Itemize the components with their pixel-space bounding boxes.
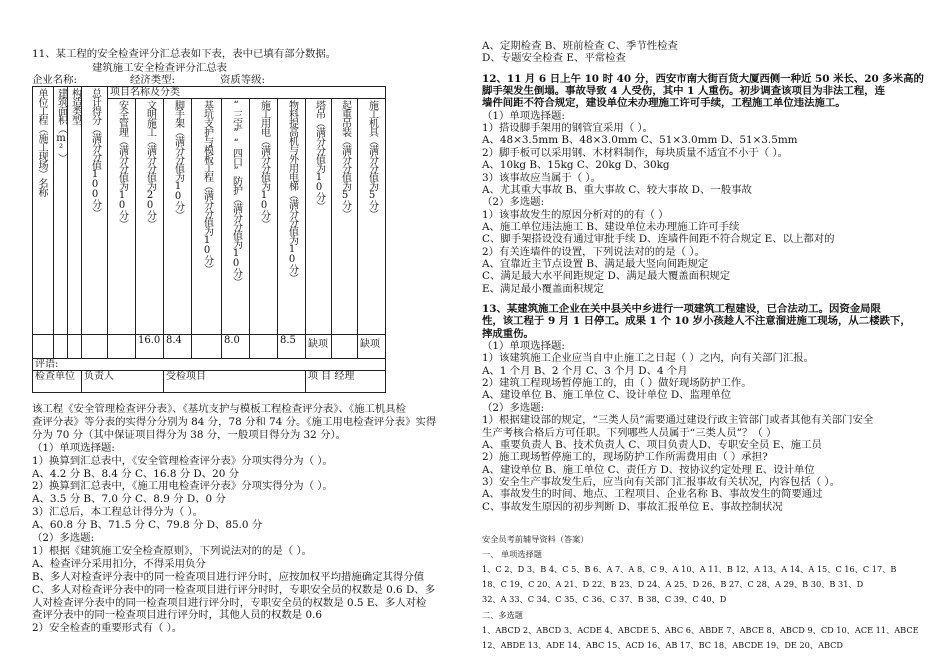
text-line: 2）施工现场暂停施工的，现场防护工作所需费用由（ ）承担? xyxy=(482,451,768,464)
question-heading-line: 墙件间距不符合规定，建设单位未办理施工许可手续，工程施工单位违法施工。 xyxy=(482,97,846,110)
text-line: C、满足最大水平间距规定 D、满足最大覆盖面积规定 xyxy=(482,270,731,283)
value-cell xyxy=(54,335,68,359)
answers-line: 1、ABCD 2、ABCD 3、ACDE 4、ABCDE 5、ABC 6、ABDE 7、ABCE 8、ABCD 9、CD 10、ACE 11、ABCE xyxy=(482,625,919,635)
text-line: 1）搭设脚手架用的钢管宜采用（ ）。 xyxy=(482,122,653,135)
footer-inspected-project: 受检项目 xyxy=(164,371,306,393)
text-line: A、事故发生的时间、地点、工程项目、企业名称 B、事故发生的简要通过 xyxy=(482,488,823,501)
header-cell: “三宝”“四口”防护（满分分值为10分） xyxy=(222,99,250,335)
value-cell xyxy=(250,335,278,359)
text-line: A、宜靠近主节点设置 B、满足最大竖向间距规定 xyxy=(482,257,709,270)
text-line: A、尤其重大事故 B、重大事故 C、较大事故 D、一般事故 xyxy=(482,183,752,196)
text-line: 人对检查评分表中的同一检查项目进行评分时，专职安全员的权数是 0.5 E、多人对检 xyxy=(32,596,427,609)
text-line: 3）该事故应当属于（ ）。 xyxy=(482,171,602,184)
economic-type-label: 经济类型: xyxy=(130,74,176,86)
comment-cell: 评语: xyxy=(33,359,386,371)
text-line: A、检查评分采用扣分，不得采用负分 xyxy=(32,557,206,570)
value-cell xyxy=(108,335,136,359)
header-cell: 文明施工（满分分值为20分） xyxy=(136,99,164,335)
answers-line: 1、C 2、D 3、B 4、C 5、B 6、A 7、A 8、C 9、A 10、A 11、B 12、A 13、A 14、A 15、C 16、C 17、B xyxy=(482,564,897,574)
value-cell: 16.0 xyxy=(136,335,164,359)
value-cell: 8.4 xyxy=(164,335,192,359)
header-cell: 安全管理（满分分值为10分） xyxy=(108,99,136,335)
text-line: A、重要负责人 B、技术负责人 C、项目负责人D、专职安全员 E、施工员 xyxy=(482,438,822,451)
header-cell: 基坑支护与模板工程（满分分值为10分） xyxy=(192,99,222,335)
text-line: A、建设单位 B、施工单位 C、责任方 D、按协议约定处理 E、设计单位 xyxy=(482,463,815,476)
header-cell: 起重吊装（满分分值为5分） xyxy=(332,99,358,335)
text-line: 2）安全检查的重要形式有（ ）。 xyxy=(32,622,183,635)
value-cell: 8.0 xyxy=(222,335,250,359)
value-cell xyxy=(82,335,108,359)
text-line: （2）多选题: xyxy=(32,532,95,544)
enterprise-name-label: 企业名称: xyxy=(32,74,78,86)
group-header: 项目名称及分类 xyxy=(108,87,386,99)
value-cell xyxy=(192,335,222,359)
text-line: C、多人对检查评分表中的同一检查项目进行评分时时，专职安全员的权数是 0.6 D、多 xyxy=(32,583,436,596)
answers-line: 18、C 19、C 20、A 21、D 22、B 23、D 24、A 25、D 26、B 27、C 28、A 29、B 30、B 31、D xyxy=(482,579,864,589)
question-heading-line: 摔成重伤。 xyxy=(482,327,534,340)
header-cell: 建筑面积（m²） xyxy=(54,87,68,335)
footer-project-manager: 项 目 经理 xyxy=(306,371,386,393)
table-title: 建筑施工安全检查评分汇总表 xyxy=(92,62,228,74)
header-cell: 塔吊（满分分值为10分） xyxy=(306,99,332,335)
text-line: 查评分表》等分表的实得分分别为 84 分，78 分和 74 分。《施工用电检查评分表》实得 xyxy=(32,415,437,428)
header-cell: 施工用电（满分分值为10分） xyxy=(250,99,278,335)
text-line: 该工程《安全管理检查评分表》、《基坑支护与模板工程检查评分表》、《施工机具检 xyxy=(32,403,407,415)
text-line: 查评分表中的同一检查项目进行评分时，其他人员的权数是 0.6 xyxy=(32,609,322,622)
question-heading-line: 12、11 月 6 日上午 10 时 40 分，西安市南大街百货大厦西侧一种近 50 米长、20 多米高的 xyxy=(482,72,924,85)
answers-line: 12、ABDE 13、ADE 14、ABC 15、ACD 16、AB 17、BC 18、ABCDE 19、DE 20、ABCD xyxy=(482,640,843,650)
text-line: A、60.8 分 B、71.5 分 C、79.8 分 D、85.0 分 xyxy=(32,519,263,532)
text-line: E、满足最小覆盖面积规定 xyxy=(482,282,604,295)
footer-leader: 负责人 xyxy=(82,371,164,393)
value-cell: 缺项 xyxy=(306,335,332,359)
text-line: C、事故发生原因的初步判断 D、事故汇报单位 E、事故控制状况 xyxy=(482,500,783,513)
text-line: 1）根据建设部的规定，“三类人员”需要通过建设行政主管部门或者其他有关部门安全 xyxy=(482,414,874,427)
header-cell: 物料提高机与外用电梯（满分分值为10分） xyxy=(278,99,306,335)
text-line: 3）安全生产事故发生后，应当向有关部门汇报事故有关状况，内容包括（ ）。 xyxy=(482,475,840,488)
text-line: 2）换算到汇总表中，《施工用电检查评分表》分项实得分为（ ）。 xyxy=(32,480,333,493)
text-line: 3）汇总后，本工程总计得分为（ ）。 xyxy=(32,506,203,519)
text-line: 1）该事故发生的原因分析对的的有（ ） xyxy=(482,208,669,221)
text-line: 2）脚手板可以采用钢、木材料制作，每块质量不适宜不小于（ ）。 xyxy=(482,146,789,159)
header-cell: 总计得分（满分分值100分） xyxy=(82,87,108,335)
answers-section-1: 一、 单项选择题 xyxy=(482,549,542,559)
value-cell xyxy=(332,335,358,359)
text-line: （1）单项选择题: xyxy=(32,441,115,454)
value-cell: 缺项 xyxy=(358,335,386,359)
question-heading-line: 13、某建筑施工企业在关中县关中乡进行一项建筑工程建设，已合法动工。因资金局限 xyxy=(482,303,881,315)
text-line: C、脚手架搭设没有通过审批手续 D、连墙件间距不符合规定 E、以上都对的 xyxy=(482,233,835,246)
text-line: 1）该建筑施工企业应当自中止施工之日起（ ）之内，向有关部门汇报。 xyxy=(482,352,815,365)
value-cell: 8.5 xyxy=(278,335,306,359)
header-cell: 单位工程（施工现场）名称 xyxy=(33,87,54,335)
text-line: A、建设单位 B、施工单位 C、设计单位 D、监理单位 xyxy=(482,389,732,402)
q11-intro: 11、某工程的安全检查评分汇总表如下表，表中已填有部分数据。 xyxy=(32,48,337,60)
text-line: （2）多选题: xyxy=(482,196,545,209)
text-line: 1）换算到汇总表中，《安全管理检查评分表》分项实得分为（ ）。 xyxy=(32,454,333,467)
text-line: 分为 70 分（其中保证项目得分为 38 分，一般项目得分为 32 分）。 xyxy=(32,428,347,441)
header-cell: 脚手架（满分分值为10分） xyxy=(164,99,192,335)
answers-section-2: 二、多选题 xyxy=(482,610,523,620)
text-line: （1）单项选择题: xyxy=(482,109,565,122)
text-line: 生产考核合格后方可任职。下列哪些人员属于“三类人员”？（ ） xyxy=(482,426,777,439)
text-line: A、1 个月 B、2 个月 C、3 个月 D、4 个月 xyxy=(482,364,688,377)
text-line: 1）根据《建筑施工安全检查原则》，下列说法对的的是（ ）。 xyxy=(32,544,313,557)
text-line: （2）多选题: xyxy=(482,401,545,414)
text-line: 2）建筑工程现场暂停施工的，由（ ）做好现场防护工作。 xyxy=(482,377,752,390)
value-cell xyxy=(68,335,82,359)
question-heading-line: 性，该工程于 9 月 1 日停工。成果 1 个 10 岁小孩趁人不注意溜进施工现场，从二楼跌下， xyxy=(482,315,911,328)
answers-line: 32、A 33、C 34、C 35、C 36、C 37、B 38、C 39、C 40、D xyxy=(482,594,727,604)
score-summary-table xyxy=(32,86,386,393)
text-line: A、定期检查 B、班前检查 C、季节性检查 xyxy=(482,40,678,52)
header-cell: 构造类型 xyxy=(68,87,82,335)
text-line: （1）单项选择题: xyxy=(482,340,565,353)
text-line: A、4.2 分 B、8.4 分 C、16.8 分 D、20 分 xyxy=(32,467,240,480)
answers-title: 安全员考前辅导资料（答案） xyxy=(482,534,589,544)
footer-inspect-unit: 检查单位 xyxy=(33,371,82,393)
text-line: 2）有关连墙件的设置，下列说法对的的是（ ）。 xyxy=(482,245,705,258)
text-line: A、10kg B、15kg C、20kg D、30kg xyxy=(482,159,670,172)
value-cell xyxy=(33,335,54,359)
text-line: A、施工单位违法施工 B、建设单位未办理施工许可手续 xyxy=(482,220,740,233)
text-line: A、48×3.5mm B、48×3.0mm C、51×3.0mm D、51×3.5mm xyxy=(482,134,798,147)
text-line: B、多人对检查评分表中的同一检查项目进行评分时，应按加权平均措施确定其得分值 xyxy=(32,570,425,583)
qualification-label: 资质等级: xyxy=(220,74,266,86)
question-heading-line: 脚手架发生倒塌。事故导致 4 人受伤，其中 1 人重伤。初步调查该项目为非法工程，连 xyxy=(482,85,885,98)
text-line: A、3.5 分 B、7.0 分 C、8.9 分 D、0 分 xyxy=(32,493,226,506)
header-cell: 施工机具（满分分值为5分） xyxy=(358,99,386,335)
text-line: D、专题安全检查 E、平常检查 xyxy=(482,52,626,65)
